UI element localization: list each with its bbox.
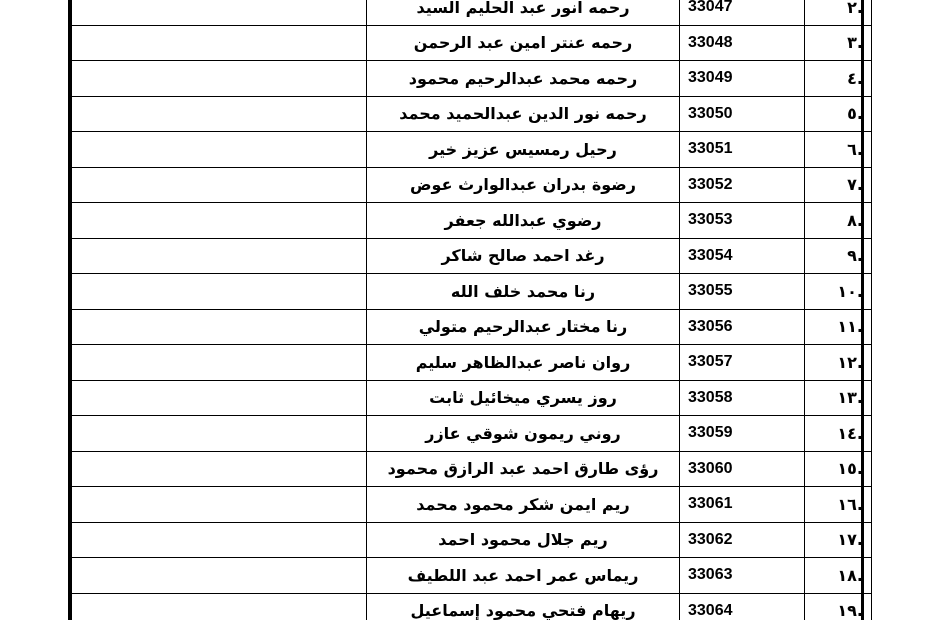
table-row <box>72 132 872 168</box>
row-number-cell: .١٨ <box>805 558 872 594</box>
student-code-cell: 33064 <box>680 593 805 620</box>
row-number-cell: .١٤ <box>805 416 872 452</box>
row-number-cell: .١١ <box>805 309 872 345</box>
students-table <box>71 0 872 620</box>
student-code-cell: 33054 <box>680 238 805 274</box>
student-name-cell: رغد احمد صالح شاكر <box>367 238 680 274</box>
row-number-cell: .١٩ <box>805 593 872 620</box>
table-row <box>72 203 872 239</box>
student-name-cell: ريم ايمن شكر محمود محمد <box>367 487 680 523</box>
empty-cell <box>72 167 367 203</box>
table-row <box>72 96 872 132</box>
row-number-cell: .٥ <box>805 96 872 132</box>
row-number-cell: .١٠ <box>805 274 872 310</box>
table-row <box>72 274 872 310</box>
empty-cell <box>72 132 367 168</box>
row-number-cell: .١٢ <box>805 345 872 381</box>
student-name-cell: ريم جلال محمود احمد <box>367 522 680 558</box>
table-row <box>72 380 872 416</box>
empty-cell <box>72 416 367 452</box>
empty-cell <box>72 274 367 310</box>
table-row <box>72 487 872 523</box>
student-name-cell: ريماس عمر احمد عبد اللطيف <box>367 558 680 594</box>
student-code-cell: 33048 <box>680 25 805 61</box>
empty-cell <box>72 451 367 487</box>
student-code-cell: 33055 <box>680 274 805 310</box>
student-name-cell: رحمه نور الدين عبدالحميد محمد <box>367 96 680 132</box>
table-row <box>72 167 872 203</box>
student-name-cell: روان ناصر عبدالظاهر سليم <box>367 345 680 381</box>
student-name-cell: روني ريمون شوقي عازر <box>367 416 680 452</box>
student-code-cell: 33056 <box>680 309 805 345</box>
empty-cell <box>72 309 367 345</box>
row-number-cell: .١٧ <box>805 522 872 558</box>
row-number-cell: .٦ <box>805 132 872 168</box>
student-name-cell: روز يسري ميخائيل ثابت <box>367 380 680 416</box>
student-code-cell: 33052 <box>680 167 805 203</box>
student-name-cell: رحيل رمسيس عزيز خير <box>367 132 680 168</box>
student-name-cell: رحمه عنتر امين عبد الرحمن <box>367 25 680 61</box>
student-code-cell: 33049 <box>680 61 805 97</box>
student-code-cell: 33059 <box>680 416 805 452</box>
empty-cell <box>72 487 367 523</box>
table-row <box>72 25 872 61</box>
student-code-cell: 33061 <box>680 487 805 523</box>
row-number-cell: .٧ <box>805 167 872 203</box>
student-code-cell: 33058 <box>680 380 805 416</box>
table-row <box>72 61 872 97</box>
empty-cell <box>72 238 367 274</box>
table-row <box>72 593 872 620</box>
row-number-cell: .١٣ <box>805 380 872 416</box>
student-code-cell: 33057 <box>680 345 805 381</box>
row-number-cell: .١٦ <box>805 487 872 523</box>
empty-cell <box>72 522 367 558</box>
student-name-cell: رضوة بدران عبدالوارث عوض <box>367 167 680 203</box>
students-table-body <box>72 0 872 620</box>
student-code-cell: 33051 <box>680 132 805 168</box>
table-row <box>72 416 872 452</box>
students-table-frame <box>68 0 864 620</box>
student-name-cell: رحمه انور عبد الحليم السيد <box>367 0 680 25</box>
empty-cell <box>72 380 367 416</box>
table-row <box>72 0 872 25</box>
student-code-cell: 33060 <box>680 451 805 487</box>
empty-cell <box>72 25 367 61</box>
student-code-cell: 33063 <box>680 558 805 594</box>
empty-cell <box>72 203 367 239</box>
student-name-cell: رضوي عبدالله جعفر <box>367 203 680 239</box>
empty-cell <box>72 345 367 381</box>
table-row <box>72 309 872 345</box>
student-code-cell: 33050 <box>680 96 805 132</box>
row-number-cell: .٤ <box>805 61 872 97</box>
empty-cell <box>72 593 367 620</box>
row-number-cell: .٩ <box>805 238 872 274</box>
row-number-cell: .٢ <box>805 0 872 25</box>
table-row <box>72 522 872 558</box>
row-number-cell: .٨ <box>805 203 872 239</box>
empty-cell <box>72 96 367 132</box>
student-code-cell: 33047 <box>680 0 805 25</box>
student-name-cell: رحمه محمد عبدالرحيم محمود <box>367 61 680 97</box>
student-name-cell: رنا مختار عبدالرحيم متولي <box>367 309 680 345</box>
student-name-cell: ريهام فتحي محمود إسماعيل <box>367 593 680 620</box>
empty-cell <box>72 558 367 594</box>
student-name-cell: رنا محمد خلف الله <box>367 274 680 310</box>
empty-cell <box>72 0 367 25</box>
row-number-cell: .٣ <box>805 25 872 61</box>
row-number-cell: .١٥ <box>805 451 872 487</box>
table-row <box>72 558 872 594</box>
table-row <box>72 451 872 487</box>
student-name-cell: رؤى طارق احمد عبد الرازق محمود <box>367 451 680 487</box>
empty-cell <box>72 61 367 97</box>
student-code-cell: 33053 <box>680 203 805 239</box>
student-code-cell: 33062 <box>680 522 805 558</box>
table-row <box>72 238 872 274</box>
table-row <box>72 345 872 381</box>
